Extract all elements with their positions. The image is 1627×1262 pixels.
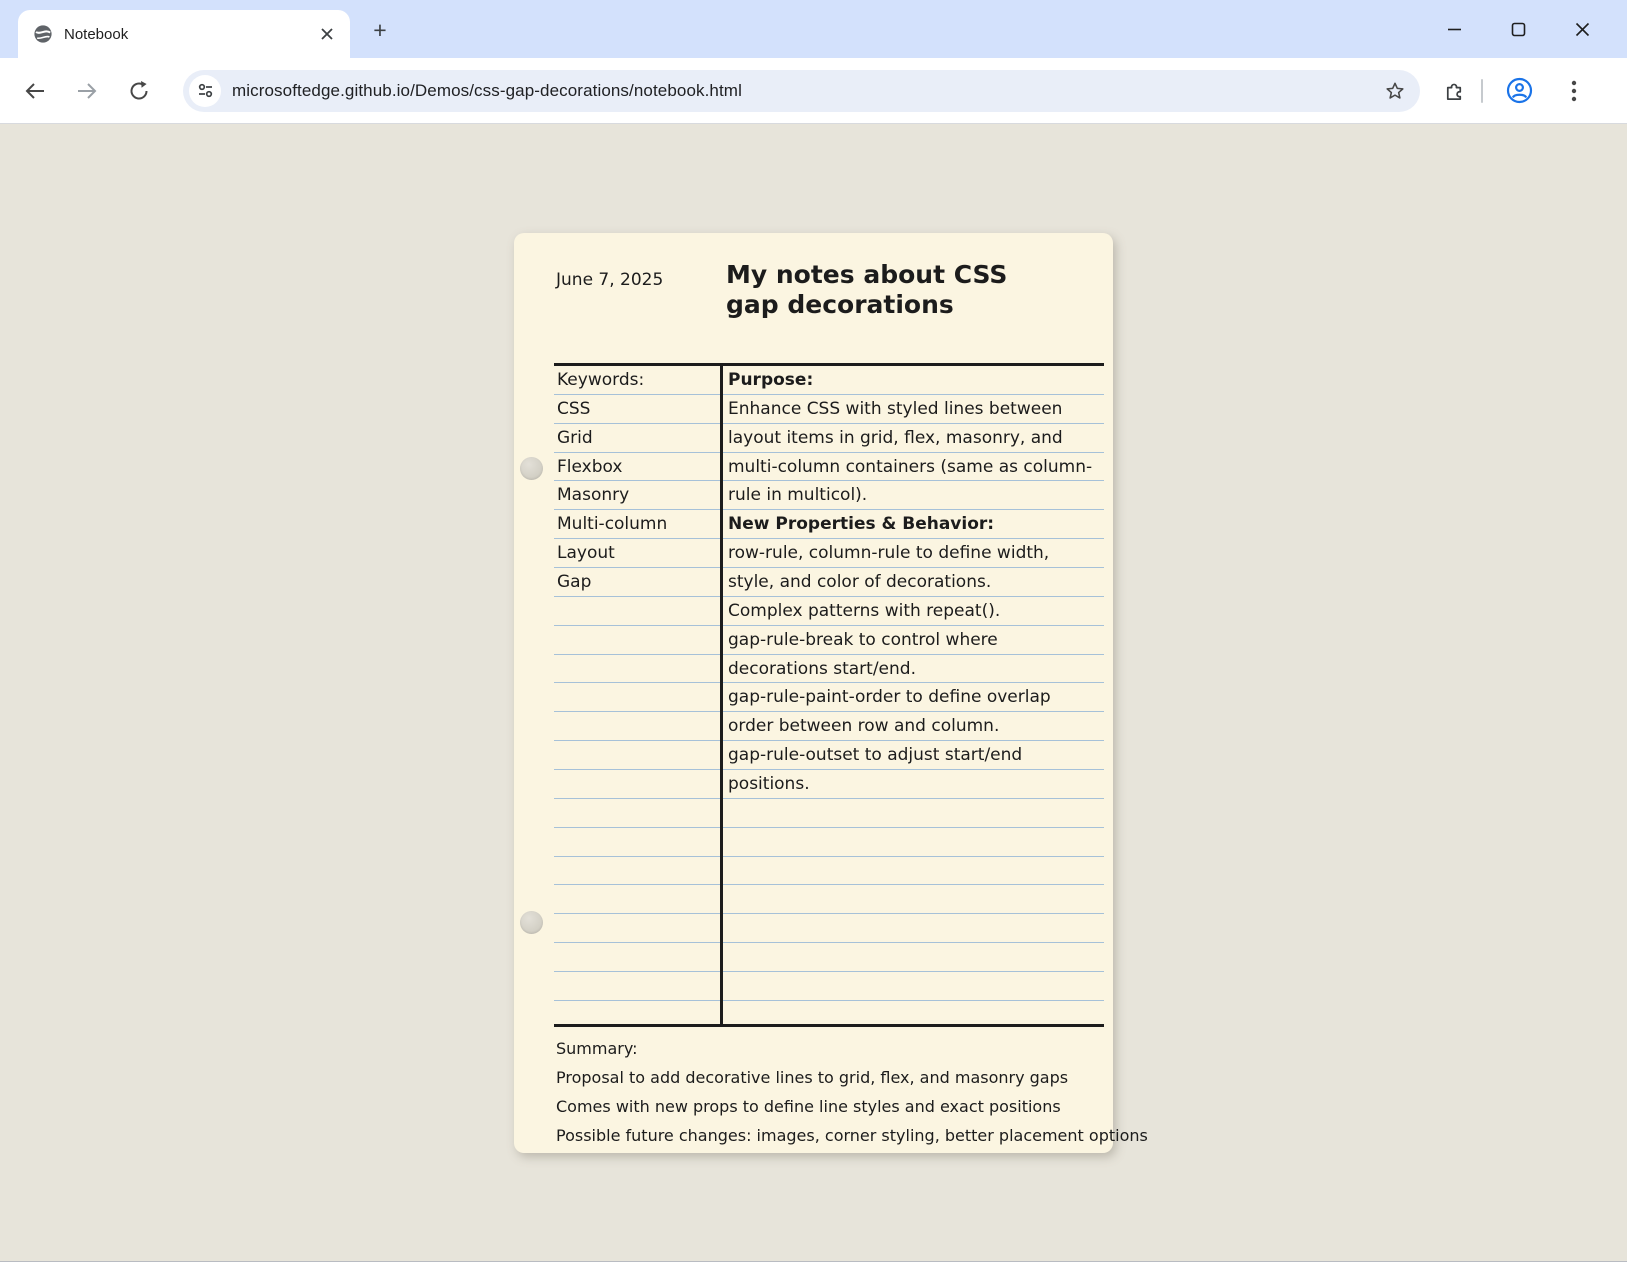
reload-icon[interactable] bbox=[122, 74, 156, 108]
notes-table bbox=[554, 363, 1104, 1027]
note-line-cell bbox=[723, 1001, 1104, 1030]
keyword-cell: Grid bbox=[554, 424, 720, 453]
keyword-cell bbox=[554, 857, 720, 886]
note-line-cell: gap-rule-break to control where bbox=[723, 626, 1104, 655]
keyword-cell bbox=[554, 741, 720, 770]
new-tab-button[interactable]: + bbox=[366, 16, 394, 44]
tab-notebook[interactable] bbox=[18, 10, 350, 58]
summary-line: Proposal to add decorative lines to grid, flex, and masonry gaps bbox=[556, 1068, 1069, 1087]
note-line-cell: multi-column containers (same as column- bbox=[723, 453, 1104, 482]
note-line-cell bbox=[723, 885, 1104, 914]
keyword-cell: Masonry bbox=[554, 481, 720, 510]
page-title: My notes about CSS gap decorations bbox=[726, 260, 1008, 319]
keyword-cell bbox=[554, 828, 720, 857]
keyword-cell bbox=[554, 914, 720, 943]
close-window-button[interactable] bbox=[1559, 9, 1605, 49]
note-line-cell: gap-rule-outset to adjust start/end bbox=[723, 741, 1104, 770]
summary-line: Comes with new props to define line styles and exact positions bbox=[556, 1097, 1061, 1116]
tab-title: Notebook bbox=[64, 25, 129, 43]
keyword-cell bbox=[554, 1001, 720, 1030]
summary-line: Possible future changes: images, corner styling, better placement options bbox=[556, 1126, 1148, 1145]
page-content bbox=[0, 124, 1627, 1261]
keyword-cell: Multi-column bbox=[554, 510, 720, 539]
browser-toolbar bbox=[0, 58, 1627, 124]
keyword-cell bbox=[554, 597, 720, 626]
note-line-cell: layout items in grid, flex, masonry, and bbox=[723, 424, 1104, 453]
note-line-cell bbox=[723, 799, 1104, 828]
summary-heading: Summary: bbox=[556, 1039, 638, 1058]
minimize-button[interactable] bbox=[1431, 9, 1477, 49]
site-settings-icon[interactable] bbox=[189, 75, 221, 107]
note-line-cell: positions. bbox=[723, 770, 1104, 799]
keyword-cell bbox=[554, 626, 720, 655]
hole-punch-bottom bbox=[520, 911, 543, 934]
maximize-button[interactable] bbox=[1495, 9, 1541, 49]
hole-punch-top bbox=[520, 457, 543, 480]
keyword-cell bbox=[554, 770, 720, 799]
keyword-cell bbox=[554, 655, 720, 684]
keyword-cell bbox=[554, 943, 720, 972]
note-line-cell: order between row and column. bbox=[723, 712, 1104, 741]
keyword-cell: Layout bbox=[554, 539, 720, 568]
profile-avatar-icon[interactable] bbox=[1501, 73, 1537, 109]
keyword-cell bbox=[554, 683, 720, 712]
keyword-cell: Gap bbox=[554, 568, 720, 597]
keyword-cell bbox=[554, 712, 720, 741]
note-line-cell bbox=[723, 914, 1104, 943]
keyword-cell bbox=[554, 885, 720, 914]
tab-close-icon[interactable] bbox=[316, 23, 338, 45]
note-line-cell: Enhance CSS with styled lines between bbox=[723, 395, 1104, 424]
note-line-cell: New Properties & Behavior: bbox=[723, 510, 1104, 539]
note-line-cell: style, and color of decorations. bbox=[723, 568, 1104, 597]
note-line-cell: decorations start/end. bbox=[723, 655, 1104, 684]
summary-section bbox=[556, 1034, 1148, 1150]
url-text[interactable]: microsoftedge.github.io/Demos/css-gap-decorations/notebook.html bbox=[232, 80, 742, 100]
tab-strip bbox=[0, 0, 1627, 58]
keywords-column bbox=[554, 366, 723, 1024]
note-line-cell: rule in multicol). bbox=[723, 481, 1104, 510]
note-line-cell bbox=[723, 972, 1104, 1001]
note-line-cell bbox=[723, 828, 1104, 857]
menu-kebab-icon[interactable] bbox=[1557, 74, 1591, 108]
note-line-cell: row-rule, column-rule to define width, bbox=[723, 539, 1104, 568]
forward-icon[interactable] bbox=[70, 74, 104, 108]
note-line-cell: gap-rule-paint-order to define overlap bbox=[723, 683, 1104, 712]
note-line-cell: Purpose: bbox=[723, 366, 1104, 395]
extensions-icon[interactable] bbox=[1437, 74, 1471, 108]
notes-column bbox=[723, 366, 1104, 1024]
note-line-cell bbox=[723, 857, 1104, 886]
toolbar-divider bbox=[1481, 79, 1483, 103]
keyword-cell: Keywords: bbox=[554, 366, 720, 395]
keyword-cell: Flexbox bbox=[554, 453, 720, 482]
notebook-card bbox=[514, 233, 1148, 1153]
back-icon[interactable] bbox=[18, 74, 52, 108]
keyword-cell bbox=[554, 799, 720, 828]
note-date: June 7, 2025 bbox=[556, 270, 664, 290]
bookmark-star-icon[interactable] bbox=[1378, 74, 1412, 108]
note-line-cell: Complex patterns with repeat(). bbox=[723, 597, 1104, 626]
globe-favicon-icon bbox=[33, 24, 53, 44]
keyword-cell bbox=[554, 972, 720, 1001]
note-line-cell bbox=[723, 943, 1104, 972]
keyword-cell: CSS bbox=[554, 395, 720, 424]
window-controls bbox=[1413, 0, 1627, 58]
omnibox[interactable] bbox=[183, 70, 1420, 112]
toolbar-actions bbox=[1420, 73, 1591, 109]
